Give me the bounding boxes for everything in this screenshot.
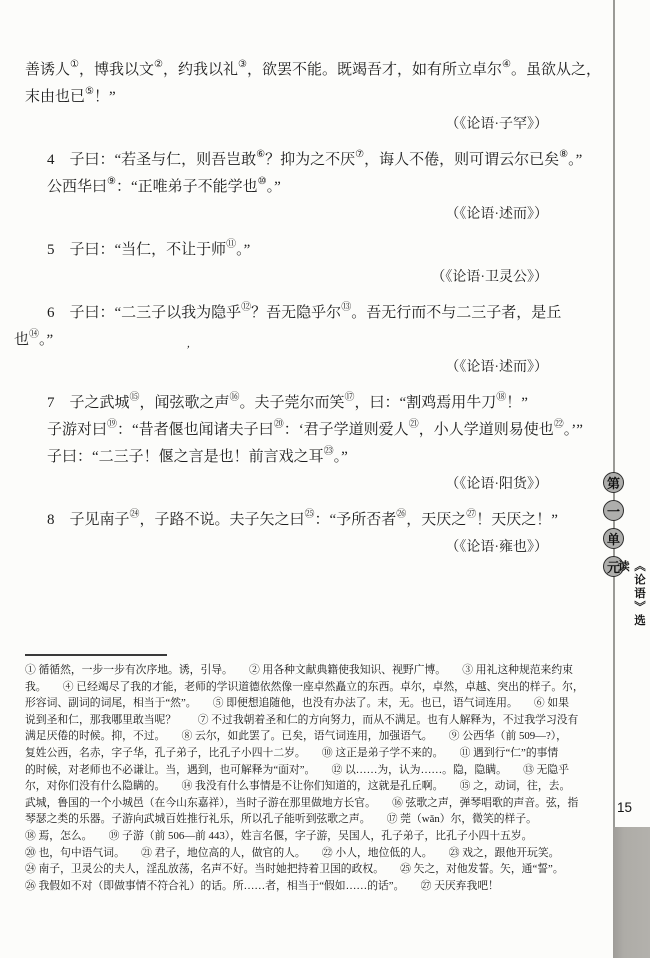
- passage-source: （《论语·述而》）: [445, 207, 548, 222]
- footnote-line: 的时候，对老师也不必谦让。当，遇到，也可解释为“面对”。 ⑫ 以……为，认为……。隐，隐瞒。 ⑬ 无隐乎: [25, 763, 570, 776]
- footnote-line: ㉔ 南子，卫灵公的夫人，淫乱放荡，名声不好。当时她把持着卫国的政权。 ㉕ 矢之，对他发誓。矢，通“誓”。: [25, 863, 564, 876]
- unit-badge-circle: 第: [603, 472, 624, 493]
- passage-line: 善诱人①，博我以文②，约我以礼③，欲罢不能。既竭吾才，如有所立卓尔④。虽欲从之，: [25, 59, 601, 78]
- passage-line: 也⑭。”: [14, 329, 54, 348]
- footnote-line: ㉖ 我假如不对（即做事情不符合礼）的话。所……者，相当于“假如……的话”。 ㉗ 天厌弃我吧！: [25, 879, 499, 892]
- passage-line: 公西华曰⑨：“正唯弟子不能学也⑩。”: [47, 176, 281, 195]
- passage-line: 5 子曰：“当仁，不让于师⑪。”: [47, 239, 251, 258]
- sidebar-rule: [613, 0, 615, 827]
- passage-line: 4 子曰：“若圣与仁，则吾岂敢⑥？抑为之不厌⑦，诲人不倦，则可谓云尔已矣⑧。”: [47, 149, 583, 168]
- unit-badge-circle: 元: [603, 556, 624, 577]
- passage: [25, 507, 607, 561]
- page-number: 15: [617, 800, 633, 815]
- passages-area: [14, 57, 607, 561]
- passage-source: （《论语·阳货》）: [445, 477, 548, 492]
- print-artifact-mark: ʼ: [185, 343, 191, 357]
- unit-badge-circle: 一: [603, 500, 624, 521]
- passage-source: （《论语·雍也》）: [445, 540, 548, 555]
- passage: [25, 57, 607, 138]
- passage-line: 子游对曰⑲：“昔者偃也闻诸夫子曰⑳：‘君子学道则爱人$^㉑$，小人学道则易使也$^㉒$。’”: [47, 419, 583, 438]
- passage: [25, 147, 607, 228]
- passage-line: 8 子见南子$^㉔$，子路不说。夫子矢之曰$^㉕$：“予所否者$^㉖$，天厌之$^㉗$！天厌之！”: [47, 509, 558, 528]
- passage-source: （《论语·子罕》）: [445, 117, 548, 132]
- footnote-line: 满足厌倦的时候。抑，不过。 ⑧ 云尔，如此罢了。已矣，语气词连用，加强语气。 ⑨ 公西华（前 509—?），: [25, 730, 567, 743]
- footnote-line: 复姓公西，名赤，字子华，孔子弟子，比孔子小四十二岁。 ⑩ 这正是弟子学不来的。 ⑪ 遇到行“仁”的事情: [25, 746, 559, 759]
- passage-source: （《论语·述而》）: [445, 360, 548, 375]
- footnote-line: ① 循循然，一步一步有次序地。诱，引导。 ② 用各种文献典籍使我知识、视野广博。 ③ 用礼这种规范来约束: [25, 664, 573, 676]
- series-title: 《论语》选读: [617, 560, 645, 628]
- footnote-line: 说到圣和仁，那我哪里敢当呢？ ⑦ 不过我朝着圣和仁的方向努力，而从不满足。也有人解释为，不过我学习没有: [25, 713, 579, 726]
- footnote-line: 我。 ④ 已经竭尽了我的才能，老师的学识道德依然像一座卓然矗立的东西。卓尔，卓然，卓越、突出的样子。尔，: [25, 680, 584, 693]
- page-edge-block: [613, 827, 650, 958]
- footnotes-area: [25, 654, 610, 894]
- passage-line: 7 子之武城⑮，闻弦歌之声⑯。夫子莞尔而笑⑰，曰：“割鸡焉用牛刀⑱！”: [47, 392, 528, 411]
- footnote-line: 武城，鲁国的一个小城邑（在今山东嘉祥），当时子游在那里做地方长官。 ⑯ 弦歌之声，弹琴唱歌的声音。弦，指: [25, 796, 579, 809]
- footnote-separator: [25, 654, 167, 656]
- passage-line: 末由也已⑤！”: [25, 86, 116, 105]
- passage: [25, 390, 607, 498]
- passage-line: 6 子曰：“二三子以我为隐乎⑫？吾无隐乎尔⑬。吾无行而不与二三子者，是丘: [47, 302, 562, 321]
- footnote-line: ⑳ 也，句中语气词。 ㉑ 君子，地位高的人，做官的人。 ㉒ 小人，地位低的人。 ㉓ 戏之，跟他开玩笑。: [25, 846, 560, 859]
- passage: [25, 237, 607, 291]
- unit-badge-circle: 单: [603, 528, 624, 549]
- passage: [14, 300, 607, 381]
- footnote-line: 尔，对你们没有什么隐瞒的。 ⑭ 我没有什么事情是不让你们知道的，这就是孔丘啊。 ⑮ 之，动词，往，去。: [25, 780, 571, 793]
- passage-source: （《论语·卫灵公》）: [431, 270, 548, 285]
- footnote-list: [25, 662, 610, 894]
- passage-line: 子曰：“二三子！偃之言是也！前言戏之耳$^㉓$。”: [47, 446, 348, 465]
- footnote-line: ⑱ 焉，怎么。 ⑲ 子游（前 506—前 443），姓言名偃，字子游，吴国人，孔子弟子，比孔子小四十五岁。: [25, 829, 533, 842]
- footnote-line: 琴瑟之类的乐器。子游向武城百姓推行礼乐，所以孔子能听到弦歌之声。 ⑰ 莞（wǎn）尔，微笑的样子。: [25, 813, 537, 826]
- footnote-line: 形容词、副词的词尾，相当于“然”。 ⑤ 即便想追随他，也没有办法了。末，无。也已，语气词连用。 ⑥ 如果: [25, 697, 570, 710]
